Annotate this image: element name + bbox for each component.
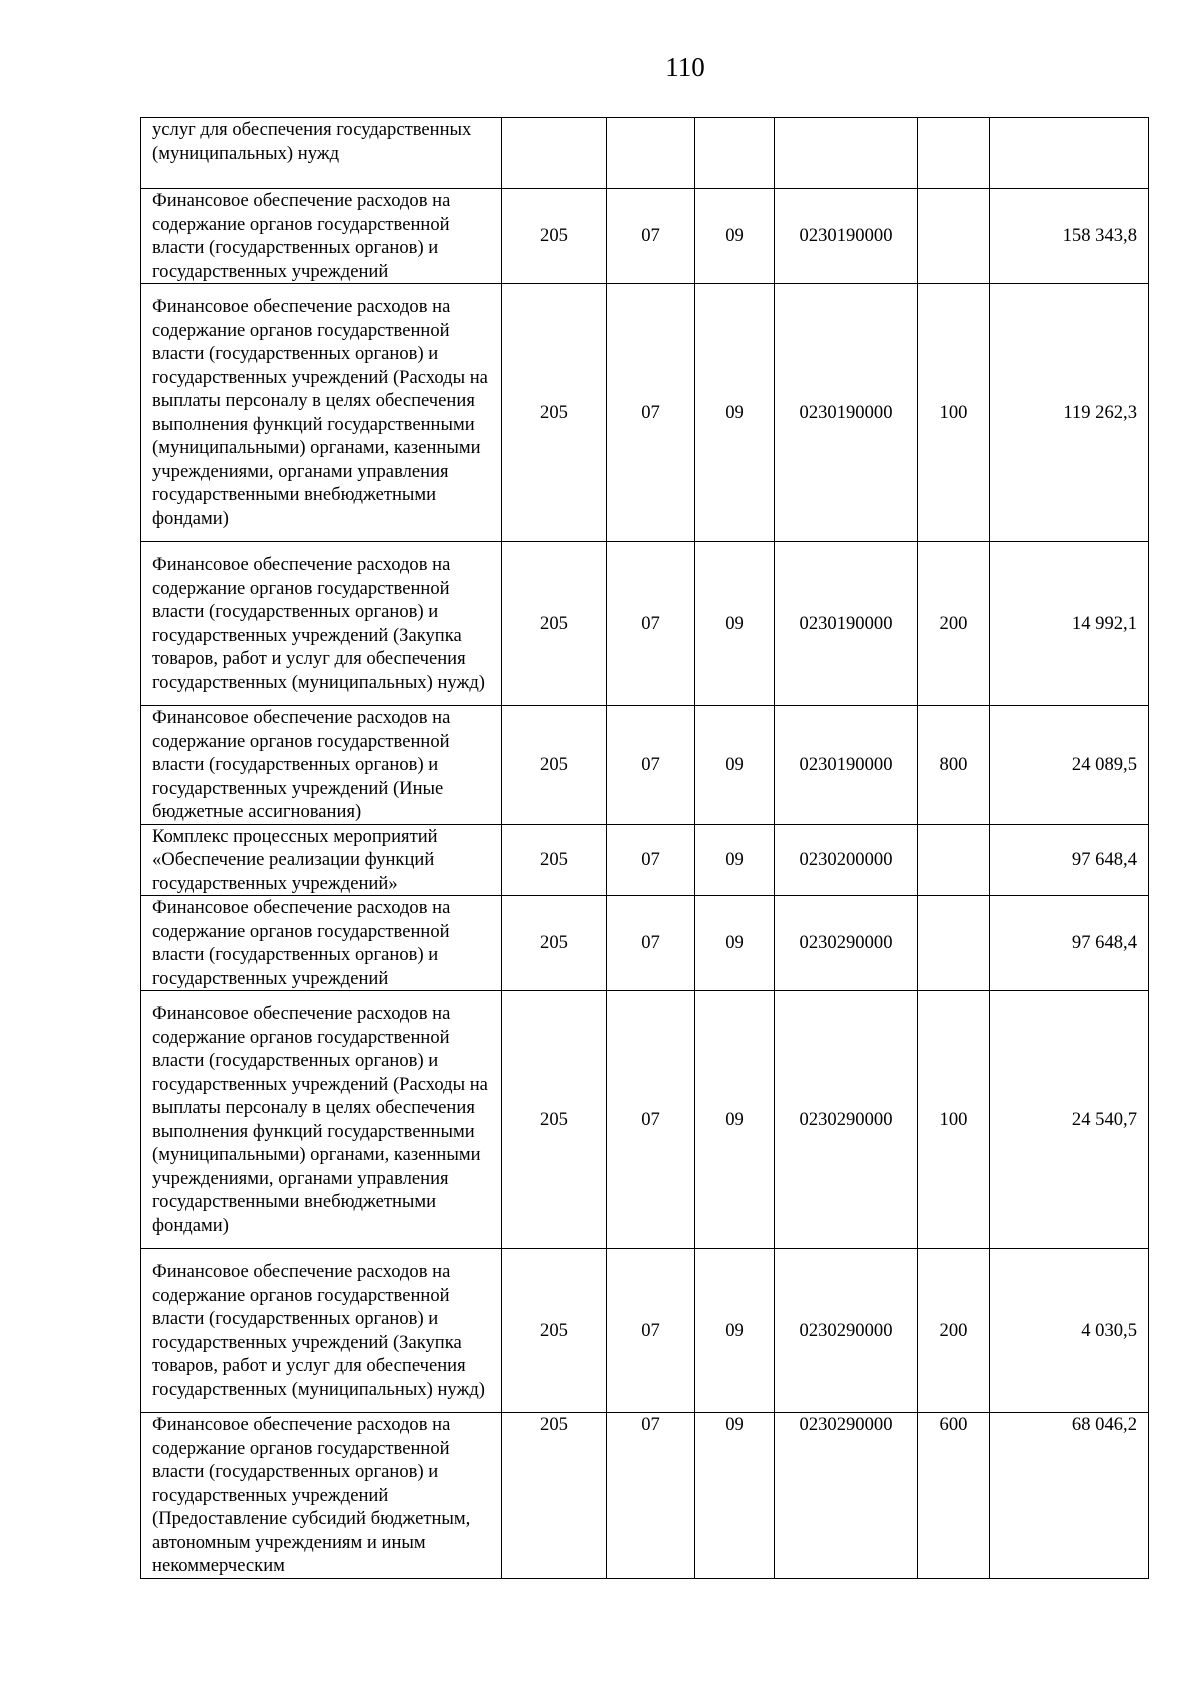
row-ministry-code: 205 [502, 1249, 607, 1413]
row-sum: 119 262,3 [990, 284, 1149, 542]
row-name: Финансовое обеспечение расходов на содержание органов государственной власти (государственных органов) и государственных учреждений (Расходы на выплаты персоналу в целях обеспечения выполнения функций государственными (муниципальными) органами, казенными учреждениями, органами управления государственными внебюджетными фондами) [141, 991, 502, 1249]
row-name: Комплекс процессных мероприятий «Обеспечение реализации функций государственных учреждений» [141, 824, 502, 896]
row-expense-type: 800 [918, 706, 990, 825]
table-row [141, 284, 1149, 542]
row-name: Финансовое обеспечение расходов на содержание органов государственной власти (государственных органов) и государственных учреждений (Закупка товаров, работ и услуг для обеспечения государственных (муниципальных) нужд) [141, 542, 502, 706]
table-row [141, 1413, 1149, 1579]
row-ministry-code [502, 118, 607, 189]
row-expense-type [918, 118, 990, 189]
row-target-article [775, 118, 918, 189]
row-subsection-code: 09 [695, 1249, 775, 1413]
row-section-code: 07 [607, 824, 695, 896]
table-row [141, 118, 1149, 189]
row-sum: 14 992,1 [990, 542, 1149, 706]
row-expense-type [918, 824, 990, 896]
row-target-article: 0230190000 [775, 189, 918, 284]
row-expense-type: 600 [918, 1413, 990, 1579]
row-name: Финансовое обеспечение расходов на содержание органов государственной власти (государственных органов) и государственных учреждений (Расходы на выплаты персоналу в целях обеспечения выполнения функций государственными (муниципальными) органами, казенными учреждениями, органами управления государственными внебюджетными фондами) [141, 284, 502, 542]
row-name: Финансовое обеспечение расходов на содержание органов государственной власти (государственных органов) и государственных учреждений [141, 896, 502, 991]
table-row [141, 189, 1149, 284]
row-sum: 158 343,8 [990, 189, 1149, 284]
row-expense-type [918, 189, 990, 284]
row-sum: 24 089,5 [990, 706, 1149, 825]
row-target-article: 0230190000 [775, 542, 918, 706]
row-subsection-code: 09 [695, 706, 775, 825]
row-subsection-code: 09 [695, 991, 775, 1249]
table-row [141, 1249, 1149, 1413]
page-number: 110 [665, 52, 705, 82]
row-target-article: 0230290000 [775, 896, 918, 991]
row-subsection-code: 09 [695, 284, 775, 542]
row-expense-type: 100 [918, 991, 990, 1249]
row-sum: 24 540,7 [990, 991, 1149, 1249]
row-expense-type [918, 896, 990, 991]
row-section-code: 07 [607, 1249, 695, 1413]
row-section-code: 07 [607, 706, 695, 825]
row-target-article: 0230200000 [775, 824, 918, 896]
row-expense-type: 100 [918, 284, 990, 542]
row-name: услуг для обеспечения государственных (муниципальных) нужд [141, 118, 502, 189]
row-section-code [607, 118, 695, 189]
row-ministry-code: 205 [502, 824, 607, 896]
row-expense-type: 200 [918, 542, 990, 706]
row-target-article: 0230190000 [775, 284, 918, 542]
row-subsection-code: 09 [695, 189, 775, 284]
table-row [141, 991, 1149, 1249]
row-subsection-code [695, 118, 775, 189]
row-target-article: 0230290000 [775, 1413, 918, 1579]
row-sum: 97 648,4 [990, 824, 1149, 896]
budget-table [140, 117, 1149, 1579]
row-sum: 68 046,2 [990, 1413, 1149, 1579]
row-target-article: 0230190000 [775, 706, 918, 825]
row-subsection-code: 09 [695, 542, 775, 706]
row-name: Финансовое обеспечение расходов на содержание органов государственной власти (государственных органов) и государственных учреждений [141, 189, 502, 284]
row-subsection-code: 09 [695, 824, 775, 896]
row-subsection-code: 09 [695, 896, 775, 991]
row-ministry-code: 205 [502, 189, 607, 284]
row-ministry-code: 205 [502, 284, 607, 542]
row-name: Финансовое обеспечение расходов на содержание органов государственной власти (государственных органов) и государственных учреждений (Иные бюджетные ассигнования) [141, 706, 502, 825]
row-sum: 4 030,5 [990, 1249, 1149, 1413]
row-name: Финансовое обеспечение расходов на содержание органов государственной власти (государственных органов) и государственных учреждений (Закупка товаров, работ и услуг для обеспечения государственных (муниципальных) нужд) [141, 1249, 502, 1413]
row-sum [990, 118, 1149, 189]
row-ministry-code: 205 [502, 1413, 607, 1579]
row-section-code: 07 [607, 189, 695, 284]
row-section-code: 07 [607, 284, 695, 542]
row-subsection-code: 09 [695, 1413, 775, 1579]
table-row [141, 824, 1149, 896]
row-ministry-code: 205 [502, 991, 607, 1249]
row-expense-type: 200 [918, 1249, 990, 1413]
row-section-code: 07 [607, 991, 695, 1249]
row-ministry-code: 205 [502, 542, 607, 706]
row-ministry-code: 205 [502, 706, 607, 825]
row-section-code: 07 [607, 1413, 695, 1579]
row-ministry-code: 205 [502, 896, 607, 991]
row-sum: 97 648,4 [990, 896, 1149, 991]
table-row [141, 542, 1149, 706]
row-section-code: 07 [607, 896, 695, 991]
row-target-article: 0230290000 [775, 991, 918, 1249]
row-target-article: 0230290000 [775, 1249, 918, 1413]
table-row [141, 706, 1149, 825]
table-row [141, 896, 1149, 991]
row-name: Финансовое обеспечение расходов на содержание органов государственной власти (государственных органов) и государственных учреждений (Предоставление субсидий бюджетным, автономным учреждениям и иным некоммерческим [141, 1413, 502, 1579]
row-section-code: 07 [607, 542, 695, 706]
